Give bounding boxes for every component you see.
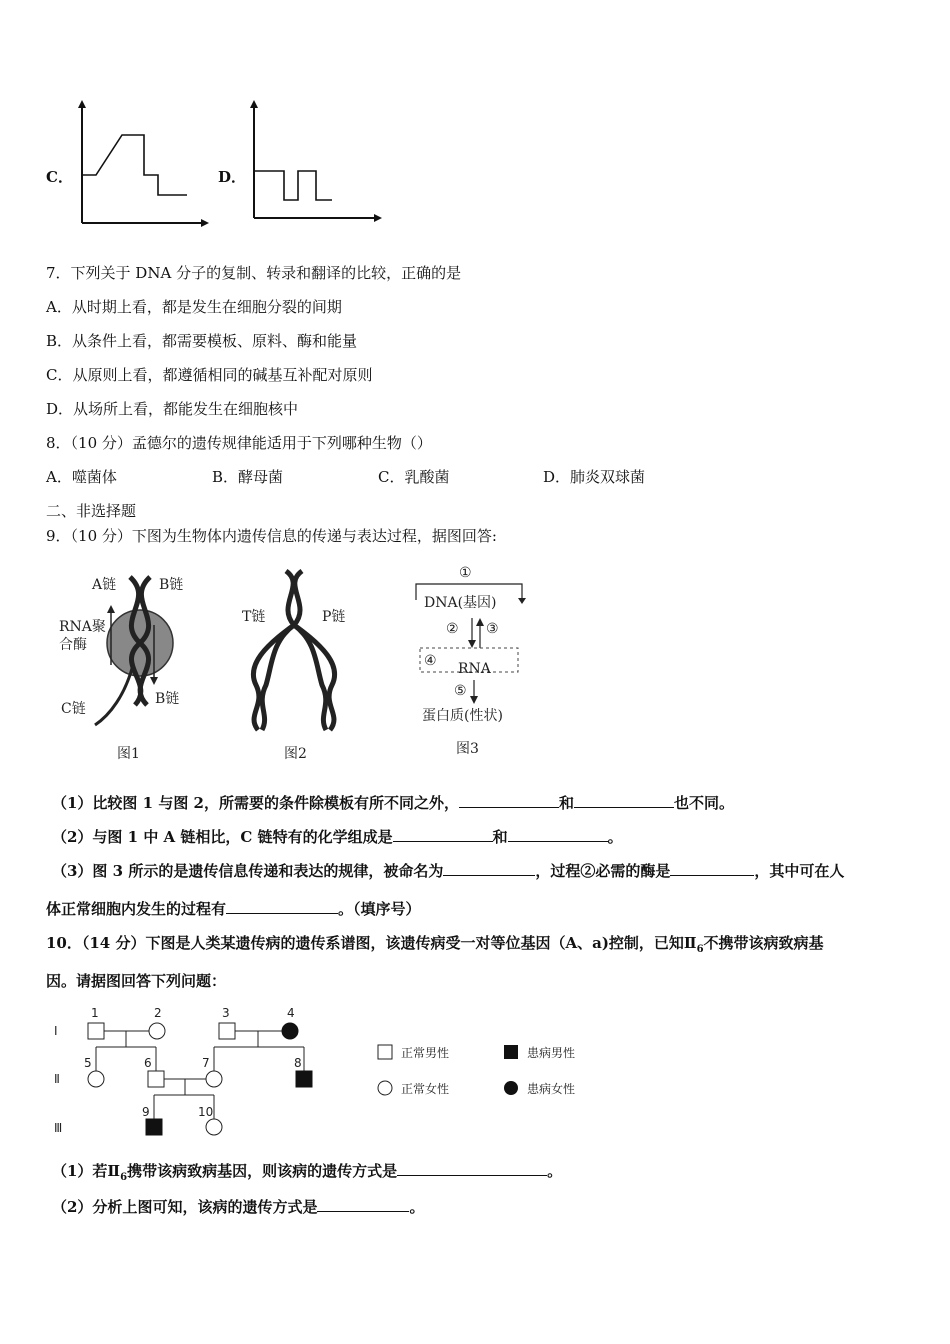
legend-normal-female-symbol — [378, 1081, 392, 1095]
fig2-t-chain-label: T链 — [242, 609, 266, 625]
svg-text:10: 10 — [198, 1105, 214, 1119]
fig3-protein-label: 蛋白质(性状) — [422, 708, 503, 724]
q8-option-b: B．酵母菌 — [212, 468, 284, 486]
q10-sub2: （2）分析上图可知，该病的遗传方式是 。 — [52, 1198, 425, 1216]
q10-stem-line2: 因。请据图回答下列问题： — [46, 972, 227, 990]
individual-iii9-affected-male — [146, 1119, 162, 1135]
answer-blank[interactable] — [393, 827, 493, 842]
fig3-rna-label: RNA — [458, 661, 491, 677]
fig3-caption: 图3 — [456, 741, 479, 757]
graph-d-x-arrow — [374, 214, 382, 222]
answer-blank[interactable] — [317, 1197, 409, 1212]
fig1-caption: 图1 — [117, 746, 140, 762]
svg-text:7: 7 — [202, 1056, 210, 1070]
legend-normal-male-symbol — [378, 1045, 392, 1059]
fig3-step1: ① — [459, 565, 472, 581]
q7-stem: 7．下列关于 DNA 分子的复制、转录和翻译的比较，正确的是 — [46, 264, 462, 282]
svg-text:1: 1 — [91, 1006, 99, 1020]
pedigree-chart — [46, 1005, 336, 1145]
q8-stem: 8．（10 分）孟德尔的遗传规律能适用于下列哪种生物（） — [46, 434, 432, 452]
fig1-b-chain-top-label: B链 — [159, 577, 184, 593]
answer-blank[interactable] — [397, 1161, 547, 1176]
q8-option-c: C．乳酸菌 — [378, 468, 450, 486]
fig3-step4: ④ — [424, 653, 437, 669]
legend-affected-male: 患病男性 — [527, 1046, 576, 1060]
q10-stem-line1: 10．（14 分）下图是人类某遗传病的遗传系谱图，该遗传病受一对等位基因（A、a)控制，已知$Ⅱ_6$不携带该病致病基 — [46, 934, 824, 955]
q8-option-d: D．肺炎双球菌 — [543, 468, 646, 486]
fig3-step5: ⑤ — [454, 683, 467, 699]
fig1-rna-pol-label-1: RNA聚 — [59, 619, 106, 635]
legend-normal-female: 正常女性 — [401, 1082, 450, 1096]
svg-text:6: 6 — [144, 1056, 152, 1070]
svg-text:3: 3 — [222, 1006, 230, 1020]
fig1-b-chain-bottom-label: B链 — [155, 691, 180, 707]
individual-ii7-normal-female — [206, 1071, 222, 1087]
q9-stem: 9．（10 分）下图为生物体内遗传信息的传递与表达过程，据图回答: — [46, 527, 497, 545]
option-d-label: D． — [218, 168, 247, 186]
fig3-dna-label: DNA(基因) — [424, 595, 497, 611]
q9-sub2: （2）与图 1 中 A 链相比，C 链特有的化学组成是 和 。 — [52, 828, 623, 846]
q8-option-a: A．噬菌体 — [46, 468, 117, 486]
individual-iii10-normal-female — [206, 1119, 222, 1135]
answer-blank[interactable] — [508, 827, 608, 842]
graph-d-y-arrow — [250, 100, 258, 108]
fig2-strand-3 — [294, 625, 335, 730]
graph-c — [72, 98, 212, 228]
option-c-label: C． — [46, 168, 73, 186]
q9-sub3: （3）图 3 所示的是遗传信息传递和表达的规律，被命名为 ，过程②必需的酶是 ，其中可在人 — [52, 862, 845, 880]
individual-i2-normal-female — [149, 1023, 165, 1039]
q7-option-a: A．从时期上看，都是发生在细胞分裂的间期 — [46, 298, 342, 316]
generation-ii: Ⅱ — [54, 1072, 60, 1086]
svg-text:8: 8 — [294, 1056, 302, 1070]
fig1-rna-pol-label-2: 合酶 — [59, 637, 87, 653]
graph-d-curve — [254, 171, 332, 200]
q9-figure-1 — [55, 565, 205, 765]
pedigree-legend — [375, 1040, 595, 1100]
graph-c-curve — [82, 135, 187, 195]
generation-i: Ⅰ — [54, 1024, 58, 1038]
q7-option-b: B．从条件上看，都需要模板、原料、酶和能量 — [46, 332, 358, 350]
answer-blank[interactable] — [226, 899, 338, 914]
q10-sub1: （1）若$Ⅱ_6$携带该病致病基因，则该病的遗传方式是 。 — [52, 1162, 563, 1183]
svg-text:5: 5 — [84, 1056, 92, 1070]
q9-figure-2 — [236, 565, 366, 765]
fig2-p-chain-label: P链 — [322, 609, 346, 625]
answer-blank[interactable] — [459, 793, 559, 808]
fig2-strand-4 — [294, 625, 326, 730]
graph-d — [246, 98, 386, 228]
individual-i4-affected-female — [282, 1023, 298, 1039]
generation-iii: Ⅲ — [54, 1121, 63, 1135]
q7-option-d: D．从场所上看，都能发生在细胞核中 — [46, 400, 299, 418]
legend-normal-male: 正常男性 — [401, 1046, 450, 1060]
fig3-step2: ② — [446, 621, 459, 637]
q7-option-c: C．从原则上看，都遵循相同的碱基互补配对原则 — [46, 366, 373, 384]
answer-blank[interactable] — [670, 861, 754, 876]
individual-i1-normal-male — [88, 1023, 104, 1039]
fig2-caption: 图2 — [284, 746, 307, 762]
fig1-c-chain-label: C链 — [61, 701, 86, 717]
legend-affected-female: 患病女性 — [527, 1082, 576, 1096]
individual-ii6-normal-male — [148, 1071, 164, 1087]
fig1-a-chain-label: A链 — [92, 577, 117, 593]
graph-c-x-arrow — [201, 219, 209, 227]
q9-figure-3 — [410, 560, 540, 760]
q9-sub3-cont: 体正常细胞内发生的过程有 。（填序号） — [46, 900, 421, 918]
svg-text:2: 2 — [154, 1006, 162, 1020]
answer-blank[interactable] — [443, 861, 535, 876]
graph-c-y-arrow — [78, 100, 86, 108]
fig3-step3: ③ — [486, 621, 499, 637]
legend-affected-female-symbol — [504, 1081, 518, 1095]
individual-ii8-affected-male — [296, 1071, 312, 1087]
section2-title: 二、非选择题 — [46, 502, 137, 520]
individual-i3-normal-male — [219, 1023, 235, 1039]
svg-text:4: 4 — [287, 1006, 295, 1020]
fig2-strand-2 — [262, 571, 302, 730]
answer-blank[interactable] — [574, 793, 674, 808]
individual-ii5-normal-female — [88, 1071, 104, 1087]
svg-text:9: 9 — [142, 1105, 150, 1119]
q9-sub1: （1）比较图 1 与图 2，所需要的条件除模板有所不同之外， 和 也不同。 — [52, 794, 735, 812]
legend-affected-male-symbol — [504, 1045, 518, 1059]
